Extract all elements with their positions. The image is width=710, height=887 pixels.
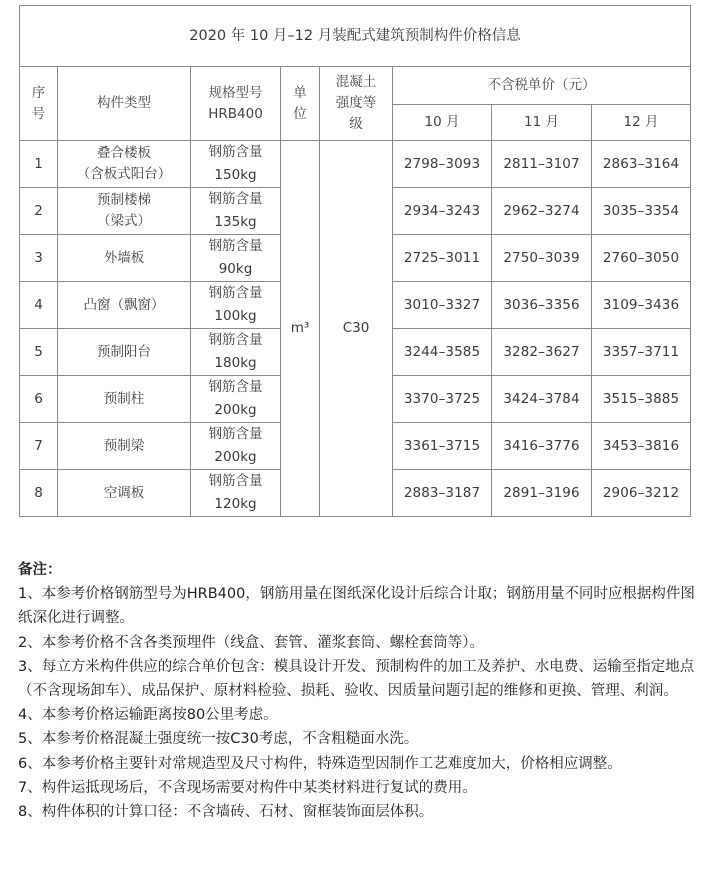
price-dec: 2760–3050 <box>592 235 691 282</box>
price-nov: 3416–3776 <box>492 423 592 470</box>
price-oct: 3010–3327 <box>393 282 492 329</box>
row-spec: 钢筋含量 135kg <box>191 188 281 235</box>
row-spec: 钢筋含量 200kg <box>191 376 281 423</box>
table-title: 2020 年 10 月–12 月装配式建筑预制构件价格信息 <box>20 6 691 67</box>
note-item: 4、本参考价格运输距离按80公里考虑。 <box>18 707 278 724</box>
header-spec: 规格型号 HRB400 <box>191 67 281 141</box>
row-type: 外墙板 <box>58 235 191 282</box>
row-index: 2 <box>20 188 58 235</box>
row-type: 预制楼梯 （梁式） <box>58 188 191 235</box>
note-item: 5、本参考价格混凝土强度统一按C30考虑，不含粗糙面水洗。 <box>18 731 419 748</box>
price-nov: 3282–3627 <box>492 329 592 376</box>
row-type: 空调板 <box>58 470 191 517</box>
row-index: 1 <box>20 141 58 188</box>
price-oct: 3361–3715 <box>393 423 492 470</box>
note-item: 2、本参考价格不含各类预埋件（线盒、套管、灌浆套筒、螺栓套筒等）。 <box>18 634 484 651</box>
row-index: 8 <box>20 470 58 517</box>
header-month-dec: 12 月 <box>592 105 691 141</box>
price-nov: 2811–3107 <box>492 141 592 188</box>
row-spec: 钢筋含量 150kg <box>191 141 281 188</box>
price-dec: 3515–3885 <box>592 376 691 423</box>
row-type: 预制梁 <box>58 423 191 470</box>
unit-cell: m³ <box>281 141 320 517</box>
price-dec: 3453–3816 <box>592 423 691 470</box>
row-spec: 钢筋含量 100kg <box>191 282 281 329</box>
price-nov: 2750–3039 <box>492 235 592 282</box>
price-oct: 3244–3585 <box>393 329 492 376</box>
price-dec: 2863–3164 <box>592 141 691 188</box>
header-month-oct: 10 月 <box>393 105 492 141</box>
row-type: 预制柱 <box>58 376 191 423</box>
price-nov: 3036–3356 <box>492 282 592 329</box>
row-index: 6 <box>20 376 58 423</box>
header-unit: 单 位 <box>281 67 320 141</box>
note-item: 7、构件运抵现场后，不含现场需要对构件中某类材料进行复试的费用。 <box>18 779 477 796</box>
note-item: 6、本参考价格主要针对常规造型及尺寸构件，特殊造型因制作工艺难度加大，价格相应调整。 <box>18 755 622 772</box>
row-index: 7 <box>20 423 58 470</box>
price-oct: 2934–3243 <box>393 188 492 235</box>
header-index: 序 号 <box>20 67 58 141</box>
price-dec: 3357–3711 <box>592 329 691 376</box>
table-row <box>20 141 691 188</box>
note-item: 3、每立方米构件供应的综合单价包含：模具设计开发、预制构件的加工及养护、水电费、运输至指定地点（不含现场卸车）、成品保护、原材料检验、损耗、验收、因质量问题引起的维修和更换、管理、利润。 <box>18 658 695 700</box>
row-spec: 钢筋含量 180kg <box>191 329 281 376</box>
header-price-group: 不含税单价（元） <box>393 67 691 105</box>
price-dec: 2906–3212 <box>592 470 691 517</box>
price-oct: 3370–3725 <box>393 376 492 423</box>
note-item: 1、本参考价格钢筋型号为HRB400，钢筋用量在图纸深化设计后综合计取；钢筋用量不同时应根据构件图纸深化进行调整。 <box>18 586 695 627</box>
notes-heading: 备注： <box>18 562 62 578</box>
price-table <box>19 5 691 517</box>
row-type: 凸窗（飘窗） <box>58 282 191 329</box>
note-item: 8、构件体积的计算口径：不含墙砖、石材、窗框装饰面层体积。 <box>18 804 434 821</box>
row-index: 4 <box>20 282 58 329</box>
price-nov: 2891–3196 <box>492 470 592 517</box>
row-spec: 钢筋含量 200kg <box>191 423 281 470</box>
price-nov: 2962–3274 <box>492 188 592 235</box>
header-type: 构件类型 <box>58 67 191 141</box>
price-oct: 2798–3093 <box>393 141 492 188</box>
price-oct: 2883–3187 <box>393 470 492 517</box>
row-spec: 钢筋含量 120kg <box>191 470 281 517</box>
price-dec: 3109–3436 <box>592 282 691 329</box>
header-month-nov: 11 月 <box>492 105 592 141</box>
price-oct: 2725–3011 <box>393 235 492 282</box>
price-dec: 3035–3354 <box>592 188 691 235</box>
notes-section <box>18 558 698 824</box>
grade-cell: C30 <box>320 141 393 517</box>
row-type: 叠合楼板 （含板式阳台） <box>58 141 191 188</box>
row-spec: 钢筋含量 90kg <box>191 235 281 282</box>
row-index: 3 <box>20 235 58 282</box>
header-grade: 混凝土 强度等 级 <box>320 67 393 141</box>
row-index: 5 <box>20 329 58 376</box>
price-nov: 3424–3784 <box>492 376 592 423</box>
row-type: 预制阳台 <box>58 329 191 376</box>
